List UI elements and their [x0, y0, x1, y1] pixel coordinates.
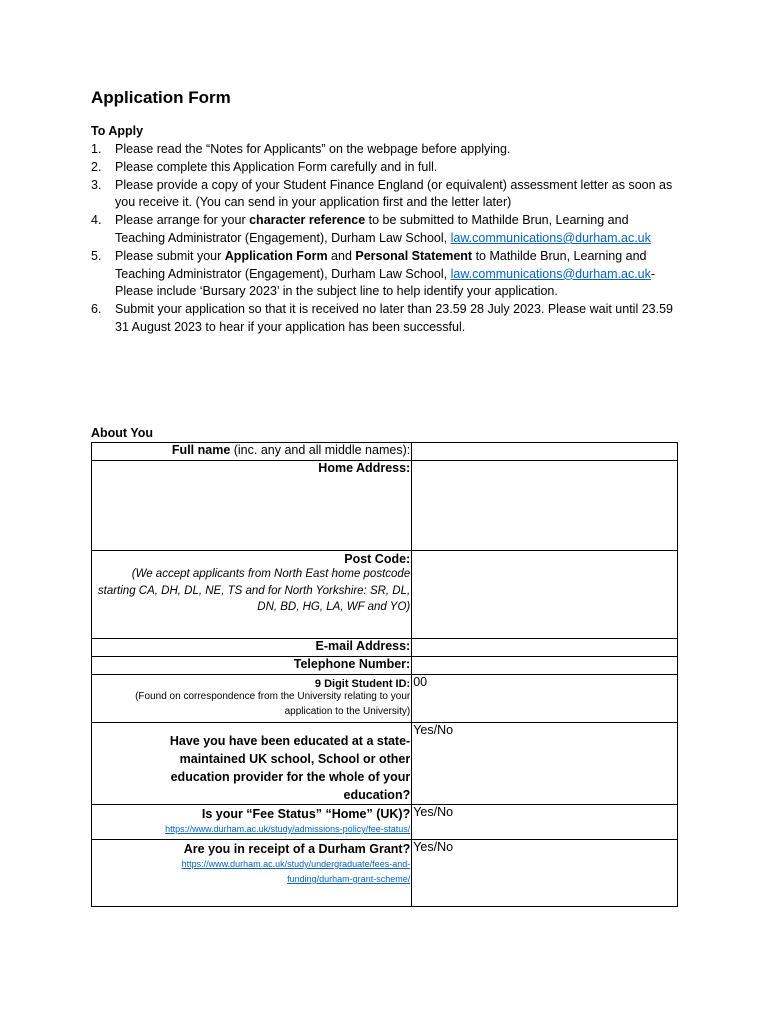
- instruction-item: 2. Please complete this Application Form carefully and in full.: [91, 159, 438, 174]
- page-title: Application Form: [91, 88, 231, 107]
- telephone-field[interactable]: [412, 657, 678, 675]
- post-code-note: (We accept applicants from North East home postcode starting CA, DH, DL, NE, TS and for North Yorkshire: SR, DL, DN, BD, HG, LA, WF and YO): [97, 568, 411, 613]
- fee-status-answer[interactable]: Yes/No: [412, 805, 678, 840]
- full-name-label: Full name (inc. any and all middle names):: [92, 443, 412, 461]
- email-field[interactable]: [412, 639, 678, 657]
- email-link[interactable]: law.communications@durham.ac.uk: [450, 266, 651, 281]
- educated-answer[interactable]: Yes/No: [412, 723, 678, 805]
- instruction-item: 3. Please provide a copy of your Student Finance England (or equivalent) assessment letter as soon as you receive it. (You can send in your application first and the letter later): [91, 177, 673, 210]
- home-address-field[interactable]: [412, 461, 678, 551]
- telephone-label: Telephone Number:: [92, 657, 412, 675]
- instruction-item: 4. Please arrange for your character reference to be submitted to Mathilde Brun, Learning and Teaching Administrator (Engagement), Durham Law School, law.communications@durham.ac.uk: [91, 213, 651, 245]
- post-code-field[interactable]: [412, 551, 678, 639]
- instruction-item: 1. Please read the “Notes for Applicants” on the webpage before applying.: [91, 142, 511, 156]
- post-code-label: Post Code: (We accept applicants from North East home postcode starting CA, DH, DL, NE, TS and for North Yorkshire: SR, DL, DN, BD, HG, LA, WF and YO): [92, 551, 412, 639]
- about-you-table: [91, 442, 678, 907]
- email-label: E-mail Address:: [92, 639, 412, 657]
- instruction-item: 5. Please submit your Application Form and Personal Statement to Mathilde Brun, Learning and Teaching Administrator (Engagement), Durham Law School, law.communications@durham.ac.uk- Please include ‘Bursary 2023’ in the subject line to help identify your application.: [91, 248, 656, 299]
- grant-answer[interactable]: Yes/No: [412, 840, 678, 907]
- instructions-list: [91, 141, 681, 337]
- educated-question: Have you have been educated at a state-maintained UK school, School or other education provider for the whole of your education?: [92, 723, 412, 805]
- fee-status-link[interactable]: https://www.durham.ac.uk/study/admissions-policy/fee-status/: [165, 824, 411, 834]
- about-you-heading: About You: [91, 426, 154, 440]
- instruction-item: 6. Submit your application so that it is received no later than 23.59 28 July 2023. Please wait until 23.59 31 August 2023 to hear if your application has been successful.: [91, 302, 673, 334]
- home-address-label: Home Address:: [92, 461, 412, 551]
- full-name-field[interactable]: [412, 443, 678, 461]
- student-id-label: 9 Digit Student ID: (Found on correspondence from the University relating to your application to the University): [92, 675, 412, 723]
- to-apply-heading: To Apply: [91, 124, 144, 138]
- email-link[interactable]: law.communications@durham.ac.uk: [450, 230, 651, 245]
- student-id-field[interactable]: 00: [412, 675, 678, 723]
- grant-link[interactable]: https://www.durham.ac.uk/study/undergraduate/fees-and-funding/durham-grant-scheme/: [181, 859, 411, 884]
- grant-question: Are you in receipt of a Durham Grant? https://www.durham.ac.uk/study/undergraduate/fees-and-funding/durham-grant-scheme/: [92, 840, 412, 907]
- fee-status-question: Is your “Fee Status” “Home” (UK)? https://www.durham.ac.uk/study/admissions-policy/fee-status/: [92, 805, 412, 840]
